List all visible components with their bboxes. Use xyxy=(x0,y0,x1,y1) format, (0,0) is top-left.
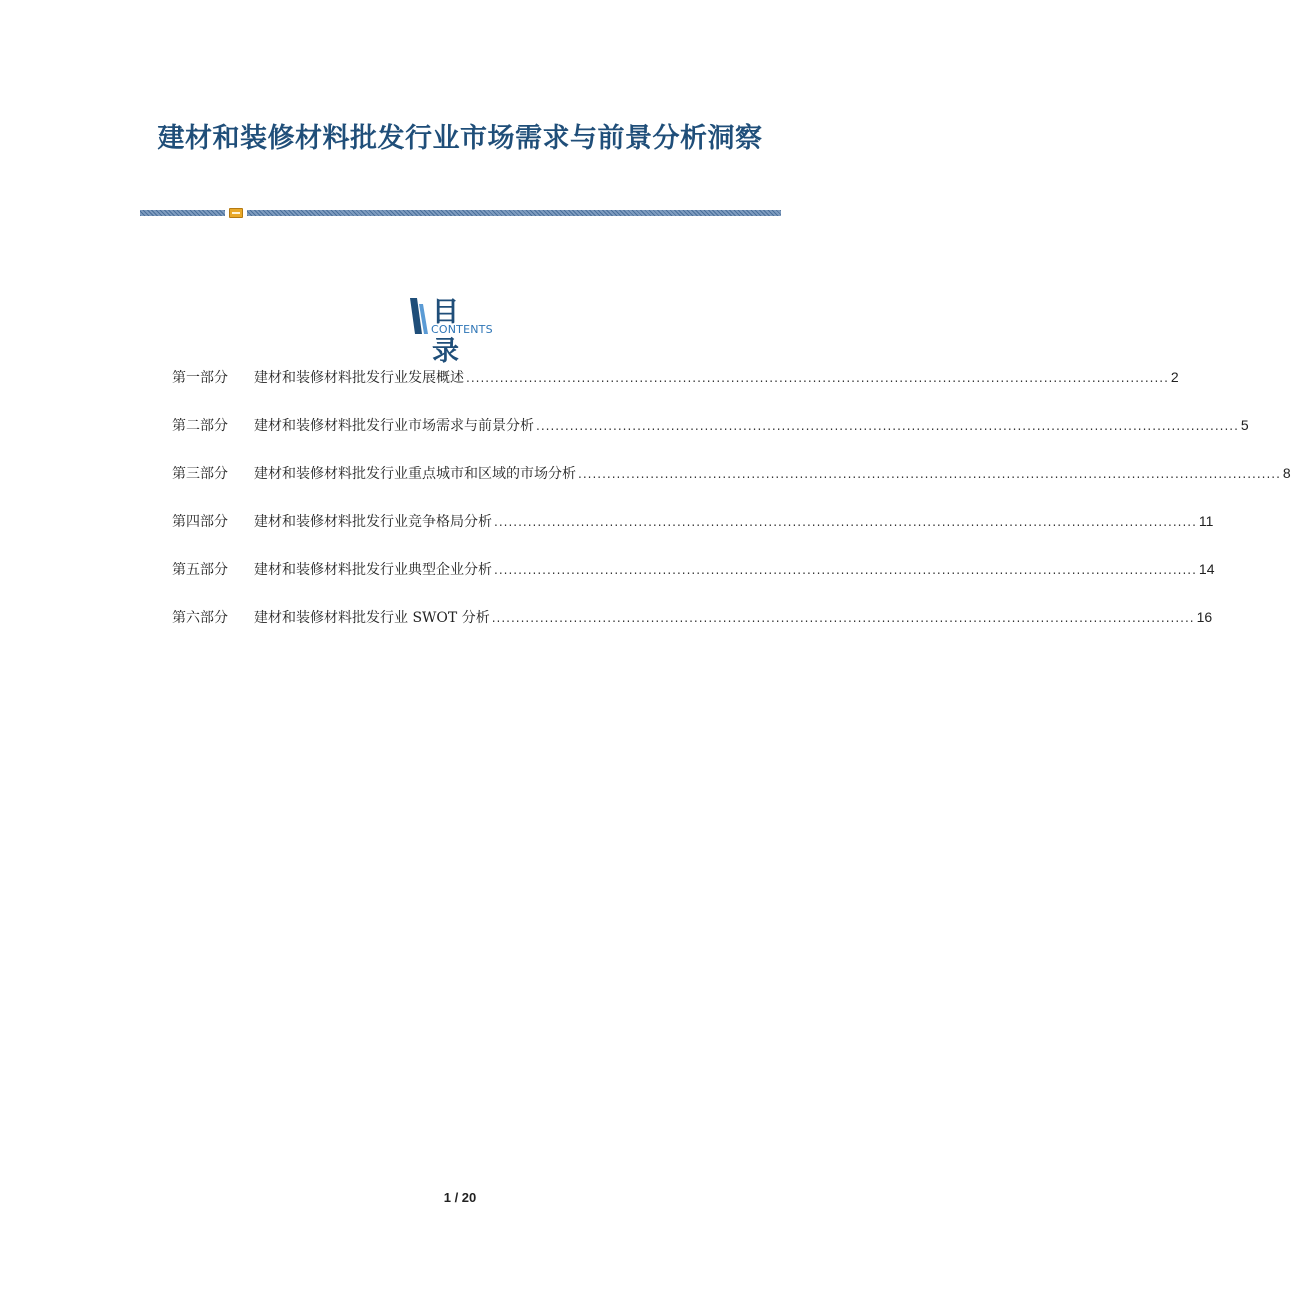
toc-entry[interactable] xyxy=(172,510,1214,558)
toc-entry-part: 第五部分 xyxy=(172,562,228,578)
toc-entry[interactable] xyxy=(172,606,1213,654)
toc-heading xyxy=(408,294,528,367)
divider-book-icon xyxy=(229,208,243,218)
toc-entry-title: 建材和装修材料批发行业发展概述 xyxy=(254,370,464,386)
toc-entry-part: 第三部分 xyxy=(172,466,228,482)
toc-entry-page: 2 xyxy=(1170,369,1179,385)
toc-entry-title: 建材和装修材料批发行业典型企业分析 xyxy=(254,562,492,578)
toc-bookmark-icon xyxy=(408,296,430,336)
toc-leader-dots: .................................................................................................................................................. xyxy=(494,563,1197,577)
toc-entry-page: 14 xyxy=(1198,561,1215,577)
toc-entry-part: 第二部分 xyxy=(172,418,228,434)
page-number: 1 / 20 xyxy=(443,1190,477,1205)
toc-entry[interactable] xyxy=(172,414,1249,462)
toc-entry-part: 第一部分 xyxy=(172,370,228,386)
toc-entry[interactable] xyxy=(172,366,1179,414)
toc-entry[interactable] xyxy=(172,462,1291,510)
divider-bar-left xyxy=(140,210,225,216)
toc-leader-dots: .................................................................................................................................................. xyxy=(536,419,1239,433)
toc-entry-page: 16 xyxy=(1196,609,1213,625)
toc-heading-en: CONTENTS xyxy=(431,323,493,336)
toc-entry-page: 11 xyxy=(1198,513,1214,529)
toc-leader-dots: .................................................................................................................................................. xyxy=(494,515,1197,529)
toc-entry-title: 建材和装修材料批发行业竞争格局分析 xyxy=(254,514,492,530)
toc-entry-page: 8 xyxy=(1282,465,1291,481)
table-of-contents xyxy=(172,366,1291,654)
toc-entry-part: 第六部分 xyxy=(172,610,228,626)
toc-leader-dots: .................................................................................................................................................. xyxy=(466,371,1169,385)
divider-bar-right xyxy=(247,210,781,216)
toc-entry-title: 建材和装修材料批发行业重点城市和区域的市场分析 xyxy=(254,466,576,482)
document-title: 建材和装修材料批发行业市场需求与前景分析洞察 xyxy=(157,123,763,154)
toc-entry-part: 第四部分 xyxy=(172,514,228,530)
toc-leader-dots: .................................................................................................................................................. xyxy=(578,467,1281,481)
title-divider xyxy=(140,208,781,218)
toc-heading-cn: 目 录 xyxy=(432,297,471,367)
toc-entry-page: 5 xyxy=(1240,417,1249,433)
toc-leader-dots: .................................................................................................................................................. xyxy=(491,611,1195,625)
toc-entry-title: 建材和装修材料批发行业 SWOT 分析 xyxy=(254,610,490,626)
toc-entry[interactable] xyxy=(172,558,1215,606)
toc-entry-title: 建材和装修材料批发行业市场需求与前景分析 xyxy=(254,418,534,434)
